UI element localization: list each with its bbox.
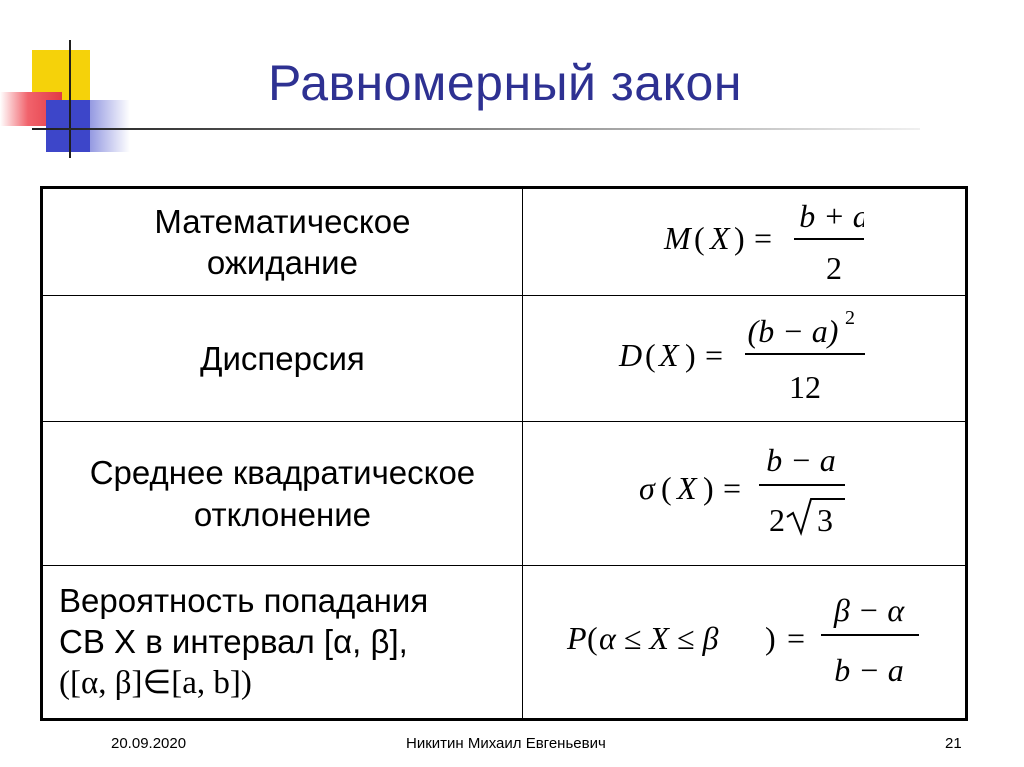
formula-denominator: 12 bbox=[788, 369, 821, 405]
formula-func: D bbox=[618, 337, 643, 373]
formula-cell bbox=[522, 566, 966, 720]
label-line: Дисперсия bbox=[200, 339, 365, 377]
formula-numerator: b + a bbox=[799, 197, 864, 234]
label-line: отклонение bbox=[193, 495, 371, 533]
label-cell bbox=[42, 566, 523, 720]
formula-equals: = bbox=[753, 219, 772, 256]
formula-paren: ) bbox=[764, 619, 776, 656]
formula-denominator: 2 bbox=[825, 249, 842, 285]
formula-paren: ) bbox=[733, 219, 745, 256]
formula-exponent: 2 bbox=[844, 307, 855, 329]
formula-paren: ( bbox=[644, 337, 656, 373]
formula-numerator: β − α bbox=[833, 591, 905, 628]
formula-var: X bbox=[676, 470, 697, 506]
formula-func: σ bbox=[638, 470, 655, 506]
label-line: ([α, β]∈[a, b]) bbox=[59, 664, 252, 701]
uniform-law-table bbox=[40, 186, 968, 721]
formula-expectation bbox=[624, 195, 864, 285]
table-row bbox=[42, 566, 967, 720]
formula-paren: ( bbox=[693, 219, 705, 256]
formula-variance bbox=[609, 306, 879, 406]
formula-paren: ) bbox=[702, 470, 714, 506]
label-line: Среднее квадратическое bbox=[89, 454, 476, 492]
formula-expression: α ≤ X ≤ β bbox=[598, 619, 719, 656]
formula-paren: ( bbox=[660, 470, 672, 506]
formula-numerator: (b − a) bbox=[747, 313, 839, 349]
formula-func: M bbox=[663, 219, 691, 256]
formula-cell bbox=[522, 188, 966, 296]
slide-title: Равномерный закон bbox=[268, 55, 742, 111]
formula-numerator: b − a bbox=[766, 442, 836, 478]
formula-std-deviation bbox=[619, 441, 869, 541]
label-cell bbox=[42, 296, 523, 422]
decor-vertical-line bbox=[69, 40, 71, 158]
sqrt-sign bbox=[787, 499, 845, 533]
label-cell bbox=[42, 422, 523, 566]
label-cell bbox=[42, 188, 523, 296]
formula-probability bbox=[559, 585, 929, 695]
formula-equals: = bbox=[704, 337, 723, 373]
label-line: Вероятность попадания bbox=[59, 582, 429, 620]
label-line: СВ Х в интервал [α, β], bbox=[59, 623, 408, 661]
footer-date: 20.09.2020 bbox=[111, 735, 187, 752]
formula-paren: ) bbox=[684, 337, 696, 373]
footer-author: Никитин Михаил Евгеньевич bbox=[406, 735, 606, 752]
decor-blue-square bbox=[46, 100, 90, 152]
decor-blue-fade bbox=[90, 100, 130, 152]
formula-paren: ( bbox=[586, 619, 598, 656]
formula-denominator-root: 3 bbox=[816, 502, 833, 538]
formula-cell bbox=[522, 296, 966, 422]
label-line: Математическое bbox=[154, 202, 411, 240]
table-row bbox=[42, 422, 967, 566]
label-line: ожидание bbox=[206, 244, 358, 281]
table-row bbox=[42, 188, 967, 296]
formula-denominator-coef: 2 bbox=[768, 502, 785, 538]
formula-func: P bbox=[566, 619, 587, 656]
formula-equals: = bbox=[722, 470, 741, 506]
formula-var: X bbox=[709, 219, 730, 256]
title-underline bbox=[32, 128, 920, 130]
footer-page-number: 21 bbox=[945, 735, 962, 752]
formula-denominator: b − a bbox=[834, 651, 904, 688]
formula-cell bbox=[522, 422, 966, 566]
formula-var: X bbox=[658, 337, 679, 373]
formula-equals: = bbox=[786, 619, 805, 656]
table-row bbox=[42, 296, 967, 422]
